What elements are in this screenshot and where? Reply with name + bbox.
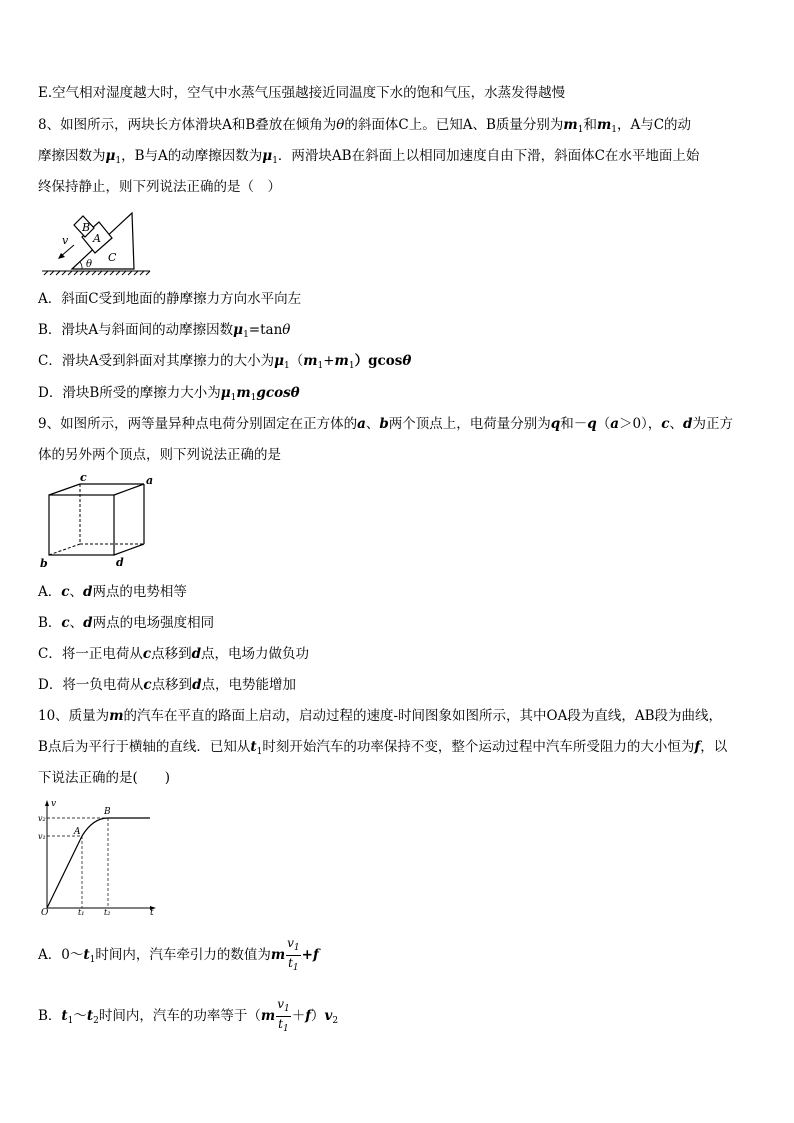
opt-c: c (61, 615, 70, 631)
opt-text: 时间内，汽车的功率等于（ (98, 1008, 261, 1024)
cube-edge (49, 484, 80, 495)
vertex-b-label: b (40, 557, 48, 570)
statement-e: E.空气相对湿度越大时，空气中水蒸气压强越接近同温度下水的饱和气压，水蒸发得越慢 (38, 85, 566, 101)
cube-edge (114, 544, 144, 555)
opt-sub: 1 (67, 1016, 74, 1026)
v1-label: v₁ (38, 832, 46, 841)
opt-mu: μ (274, 353, 284, 369)
origin-label: O (41, 908, 49, 916)
q10-vt-graph (38, 798, 160, 916)
q8-m2-sub: 1 (611, 125, 617, 135)
q9-option-b (38, 614, 214, 632)
opt-sub: 1 (317, 361, 324, 371)
opt-sub: 1 (89, 955, 96, 965)
q9-c: c (661, 416, 670, 432)
opt-t2: t (86, 1008, 94, 1024)
t-label: t (150, 908, 154, 916)
cube-hidden-edge (49, 544, 80, 555)
cube-front-face (49, 495, 114, 555)
q9-text: （ (596, 416, 611, 432)
frac-num-sub: 1 (293, 943, 300, 953)
q9-b: b (379, 416, 389, 432)
q10-option-a (38, 936, 319, 975)
q8-option-a: A．斜面C受到地面的静摩擦力方向水平向左 (38, 291, 302, 307)
opt-text: ）gcos (354, 353, 403, 369)
opt-text: ＋ (291, 1008, 306, 1024)
q8-m2: m (596, 117, 612, 133)
opt-d: d (192, 677, 202, 693)
point-b-label: B (104, 807, 111, 817)
q9-d: d (683, 416, 693, 432)
opt-sub: 2 (332, 1016, 339, 1026)
opt-text: 时间内，汽车牵引力的数值为 (95, 947, 271, 963)
frac-num: v (287, 936, 294, 950)
q8-line1 (38, 116, 691, 139)
q8-line2 (38, 147, 699, 170)
opt-c: c (142, 646, 152, 662)
q8-option-d (38, 384, 300, 407)
opt-text: 两点的电势相等 (92, 584, 187, 600)
opt-mu: μ (220, 385, 231, 401)
opt-d: d (82, 584, 93, 600)
q9-text: 为正方 (692, 416, 733, 432)
opt-text: 点移到 (151, 646, 192, 662)
v2-label: v₂ (38, 814, 46, 823)
opt-m1: m (303, 353, 318, 369)
label-a: A (93, 232, 101, 245)
label-b: B (82, 221, 91, 234)
q10-f: f (694, 739, 701, 755)
opt-sub: 1 (283, 361, 290, 371)
q9-option-c (38, 645, 309, 663)
label-theta: θ (86, 259, 93, 270)
q9-text: 、 (365, 416, 380, 432)
opt-text: B．滑块A与斜面间的动摩擦因数 (38, 322, 234, 338)
q9-q2: q (587, 416, 597, 432)
opt-text: A．0～ (38, 947, 84, 963)
q9-text: ＞0）， (618, 416, 662, 432)
opt-sub: 1 (348, 361, 355, 371)
opt-t: t (83, 947, 90, 963)
q10-t1: t (250, 739, 257, 755)
q8-text: 8、如图所示，两块长方体滑块A和B叠放在倾角为 (38, 117, 337, 133)
label-c: C (108, 251, 117, 264)
frac-num-sub: 1 (283, 1004, 290, 1014)
q9-text: 和－ (560, 416, 588, 432)
q9-q: q (550, 416, 561, 432)
q8-mu1-sub: 1 (115, 156, 122, 166)
q9-text: 两个顶点上，电荷量分别为 (388, 416, 551, 432)
q8-option-c (38, 352, 411, 375)
opt-m2: m (334, 353, 349, 369)
opt-sub: 2 (93, 1016, 99, 1026)
q10-text: 10、质量为 (38, 708, 110, 724)
q10-line3: 下说法正确的是( ) (38, 770, 171, 786)
label-v: v (62, 234, 69, 247)
q10-text: B点后为平行于横轴的直线．已知从 (38, 739, 251, 755)
q8-m1: m (563, 117, 578, 133)
opt-text: 点移到 (151, 677, 193, 693)
q8-text: 摩擦因数为 (38, 148, 106, 164)
q8-text: 的斜面体C上。已知A、B质量分别为 (344, 117, 564, 133)
q10-text: 的汽车在平直的路面上启动，启动过程的速度-时间图象如图所示，其中OA段为直线，AB段为曲线， (123, 708, 723, 724)
q9-text: 9、如图所示，两等量异种点电荷分别固定在正方体的 (38, 416, 358, 432)
opt-theta: θ (282, 322, 291, 338)
theta-arc (80, 262, 82, 269)
opt-sub: 1 (250, 393, 257, 403)
fraction-v1-over-t1 (276, 997, 291, 1036)
q8-line3: 终保持静止，则下列说法正确的是（ ） (38, 179, 281, 195)
opt-text: +f (301, 947, 319, 963)
opt-text: A． (38, 584, 62, 600)
t2-label: t₂ (104, 908, 111, 916)
cube-edge (114, 484, 144, 495)
q8-theta: θ (336, 117, 345, 133)
opt-text: + (323, 353, 335, 369)
t1-label: t₁ (78, 908, 85, 916)
opt-d: d (83, 615, 93, 631)
vertex-d-label: d (116, 556, 124, 569)
frac-num: v (277, 997, 284, 1011)
q10-text: ，以 (700, 739, 728, 755)
q9-text: 、 (669, 416, 684, 432)
opt-text: 、 (69, 584, 83, 600)
q10-line1 (38, 707, 722, 725)
ab-curve (82, 818, 108, 836)
q9-option-a (38, 583, 187, 601)
q10-option-b (38, 997, 338, 1036)
q8-mu1: μ (105, 148, 116, 164)
q9-line2: 体的另外两个顶点，则下列说法正确的是 (38, 447, 281, 463)
q10-line2 (38, 738, 727, 761)
q8-m1-sub: 1 (577, 125, 584, 135)
fraction-v1-over-t1 (286, 936, 301, 975)
v-axis-arrow (45, 800, 49, 806)
opt-text: 点，电场力做负功 (201, 646, 310, 662)
opt-text: D．滑块B所受的摩擦力大小为 (38, 385, 221, 401)
q8-text: 和 (583, 117, 597, 133)
q8-text: ，B与A的动摩擦因数为 (121, 148, 263, 164)
vertex-c-label: c (80, 471, 87, 484)
point-a-label: A (74, 827, 81, 837)
opt-text: ） (311, 1008, 325, 1024)
vertex-a-label: a (146, 474, 154, 487)
q9-line1 (38, 415, 733, 433)
opt-m: m (270, 947, 286, 963)
opt-text: 、 (69, 615, 84, 631)
opt-t1: t (61, 1008, 68, 1024)
q8-mu2-sub: 1 (272, 156, 278, 166)
frac-den: t (278, 1017, 283, 1031)
q8-option-b (38, 321, 290, 344)
v-label: v (51, 799, 57, 809)
opt-d: d (191, 646, 202, 662)
frac-den-sub: 1 (282, 1024, 289, 1034)
ground-hatch (42, 271, 150, 275)
q9-option-d (38, 676, 296, 694)
opt-v: v (324, 1008, 333, 1024)
opt-text: 两点的电场强度相同 (92, 615, 215, 631)
opt-text: gcos (256, 385, 291, 401)
opt-c: c (61, 584, 70, 600)
q9-a: a (357, 416, 366, 432)
opt-theta: θ (290, 385, 300, 401)
opt-text: B． (38, 615, 62, 631)
opt-theta: θ (402, 353, 412, 369)
q10-m: m (109, 708, 124, 724)
q8-mu2: μ (262, 148, 273, 164)
q8-text: ．两滑块AB在斜面上以相同加速度自由下滑，斜面体C在水平地面上始 (277, 148, 700, 164)
frac-den-sub: 1 (292, 963, 299, 973)
opt-sub: 1 (230, 393, 237, 403)
q9-a2: a (610, 416, 619, 432)
opt-sub: 1 (243, 330, 249, 340)
opt-mu: μ (233, 322, 244, 338)
opt-c: c (143, 677, 152, 693)
opt-text: D．将一负电荷从 (38, 677, 144, 693)
frac-den: t (288, 956, 293, 970)
q8-text: ，A与C的动 (616, 117, 692, 133)
opt-f: f (305, 1008, 312, 1024)
opt-text: B． (38, 1008, 62, 1024)
q8-incline-figure (38, 205, 158, 277)
q9-cube-figure (38, 470, 158, 570)
opt-text: =tan (248, 322, 283, 338)
opt-m: m (260, 1008, 276, 1024)
q10-text: 时刻开始汽车的功率保持不变，整个运动过程中汽车所受阻力的大小恒为 (262, 739, 695, 755)
opt-text: C．将一正电荷从 (38, 646, 143, 662)
opt-text: ～ (73, 1008, 87, 1024)
opt-text: （ (289, 353, 304, 369)
oa-segment (47, 836, 82, 908)
q10-t1-sub: 1 (256, 747, 263, 757)
opt-m: m (236, 385, 251, 401)
opt-text: 点，电势能增加 (201, 677, 297, 693)
opt-text: C．滑块A受到斜面对其摩擦力的大小为 (38, 353, 275, 369)
